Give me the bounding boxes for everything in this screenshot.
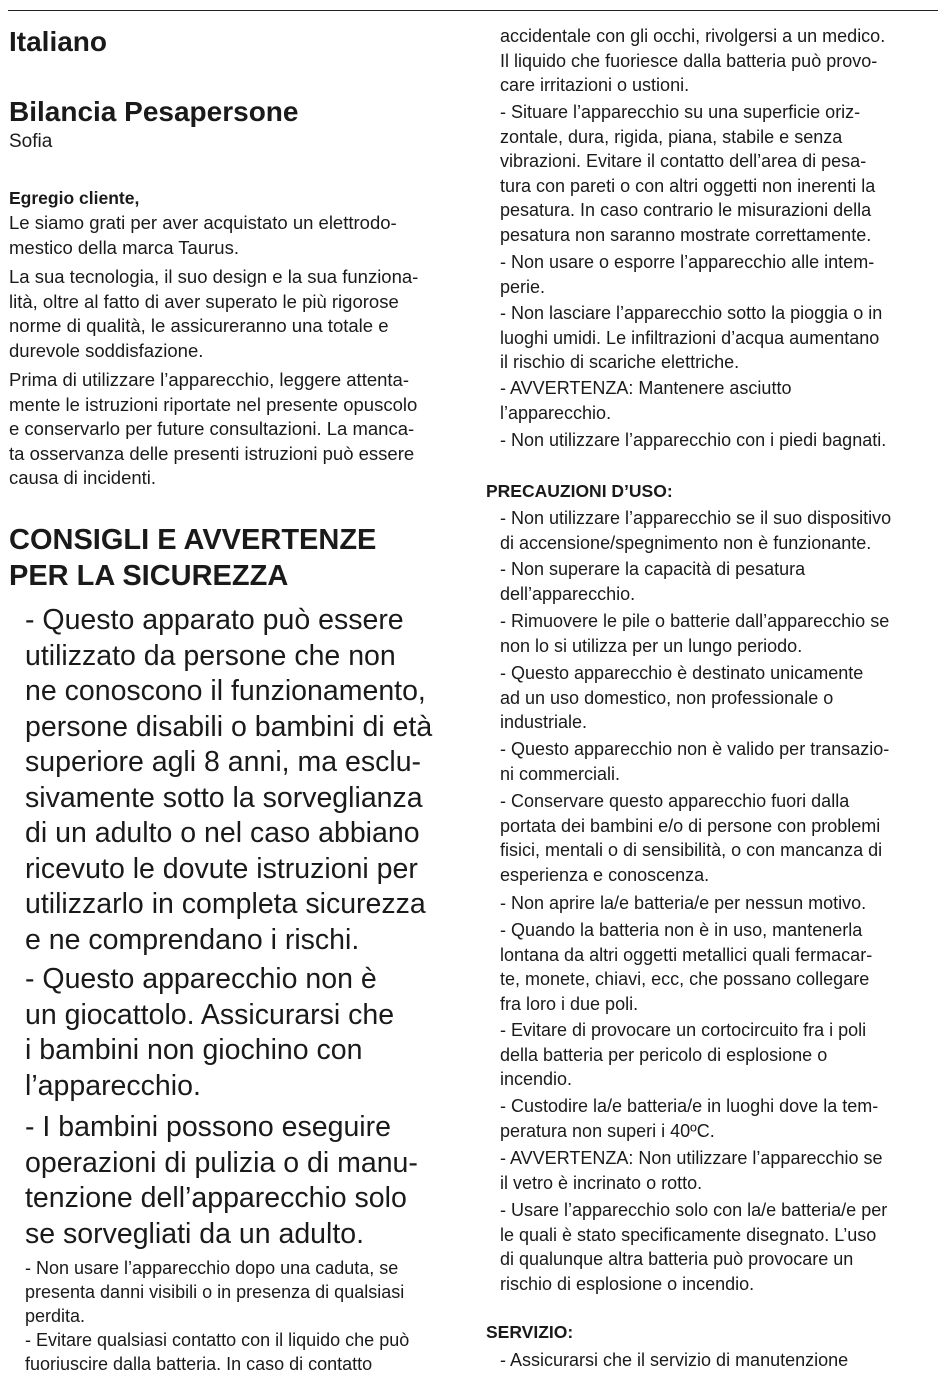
precaution-item: - Quando la batteria non è in uso, mantenerla lontana da altri oggetti metallici quali fermacar- te, monete, chiavi, ecc, che possano collegare fra loro i due poli. — [500, 920, 873, 1014]
service-item: - Assicurarsi che il servizio di manutenzione — [500, 1350, 849, 1370]
safety-large-item: - Questo apparato può essere utilizzato da persone che non ne conoscono il funzionamento, persone disabili o bambini di età superiore agli 8 anni, ma esclu- sivamente sotto la sorveglianza di un adulto o nel caso abbiano ricevuto le dovute istruzioni per utilizzarlo in completa sicurezza e ne comprendano i rischi. — [25, 604, 433, 956]
precaution-item: - Non utilizzare l’apparecchio se il suo dispositivo di accensione/spegnimento non è funzionante. — [500, 508, 892, 553]
precaution-item: - Custodire la/e batteria/e in luoghi dove la tem- peratura non superi i 40ºC. — [500, 1096, 879, 1141]
precaution-item: - Non superare la capacità di pesatura dell’apparecchio. — [500, 559, 806, 604]
precaution-item: - Non aprire la/e batteria/e per nessun motivo. — [500, 893, 867, 913]
intro-paragraph: La sua tecnologia, il suo design e la sua funziona- lità, oltre al fatto di aver superato le più rigorose norme di qualità, le assicureranno una totale e durevole soddisfazione. — [9, 266, 419, 361]
intro-paragraph: Prima di utilizzare l’apparecchio, leggere attenta- mente le istruzioni riportate nel presente opuscolo e conservarlo per future consultazioni. La manca- ta osservanza delle presenti istruzioni può essere causa di incidenti. — [9, 369, 418, 488]
greeting: Egregio cliente, — [9, 188, 140, 208]
safety-large-item: - I bambini possono eseguire operazioni di pulizia o di manu- tenzione dell’apparecchio solo se sorvegliati da un adulto. — [25, 1111, 418, 1250]
top-rule — [8, 10, 938, 11]
intro-paragraph: Le siamo grati per aver acquistato un elettrodo- mestico della marca Taurus. — [9, 212, 397, 258]
safety-heading: CONSIGLI E AVVERTENZE PER LA SICUREZZA — [9, 524, 377, 592]
safety-item: - AVVERTENZA: Mantenere asciutto l’apparecchio. — [500, 378, 792, 423]
model-name: Sofia — [9, 131, 53, 152]
safety-small-item: - Non usare l’apparecchio dopo una caduta, se presenta danni visibili o in presenza di qualsiasi perdita. — [25, 1258, 405, 1326]
safety-item: - Non utilizzare l’apparecchio con i piedi bagnati. — [500, 430, 887, 450]
precaution-item: - Evitare di provocare un cortocircuito fra i poli della batteria per pericolo di esplosione o incendio. — [500, 1020, 867, 1089]
precaution-item: - Usare l’apparecchio solo con la/e batteria/e per le quali è stato specificamente disegnato. L’uso di qualunque altra batteria può provocare un rischio di esplosione o incendio. — [500, 1200, 888, 1294]
language-title: Italiano — [9, 26, 108, 57]
safety-large-item: - Questo apparecchio non è un giocattolo. Assicurarsi che i bambini non giochino con l’apparecchio. — [25, 963, 395, 1102]
precaution-item: - Rimuovere le pile o batterie dall’apparecchio se non lo si utilizza per un lungo periodo. — [500, 611, 890, 656]
precautions-heading: PRECAUZIONI D’USO: — [486, 481, 673, 501]
safety-small-item: - Evitare qualsiasi contatto con il liquido che può fuoriuscire dalla batteria. In caso di contatto — [25, 1330, 410, 1374]
precaution-item: - AVVERTENZA: Non utilizzare l’apparecchio se il vetro è incrinato o rotto. — [500, 1148, 883, 1193]
service-heading: SERVIZIO: — [486, 1322, 574, 1342]
safety-item: - Non lasciare l’apparecchio sotto la pioggia o in luoghi umidi. Le infiltrazioni d’acqua aumentano il rischio di scariche elettriche. — [500, 303, 883, 372]
precaution-item: - Questo apparecchio non è valido per transazio- ni commerciali. — [500, 739, 890, 784]
precaution-item: - Questo apparecchio è destinato unicamente ad un uso domestico, non professionale o industriale. — [500, 663, 864, 732]
safety-item: - Non usare o esporre l’apparecchio alle intem- perie. — [500, 252, 875, 297]
safety-item: - Situare l’apparecchio su una superficie oriz- zontale, dura, rigida, piana, stabile e senza vibrazioni. Evitare il contatto dell’area di pesa- tura con pareti o con altri oggetti non inerenti la pesatura. In caso contrario le misurazioni della pesatura non saranno mostrate correttamente. — [500, 102, 876, 245]
safety-item: accidentale con gli occhi, rivolgersi a un medico. Il liquido che fuoriesce dalla batteria può provo- care irritazioni o ustioni. — [500, 26, 886, 95]
precaution-item: - Conservare questo apparecchio fuori dalla portata dei bambini e/o di persone con problemi fisici, mentali o di sensibilità, o con mancanza di esperienza e conoscenza. — [500, 791, 883, 885]
product-title: Bilancia Pesapersone — [9, 96, 299, 127]
